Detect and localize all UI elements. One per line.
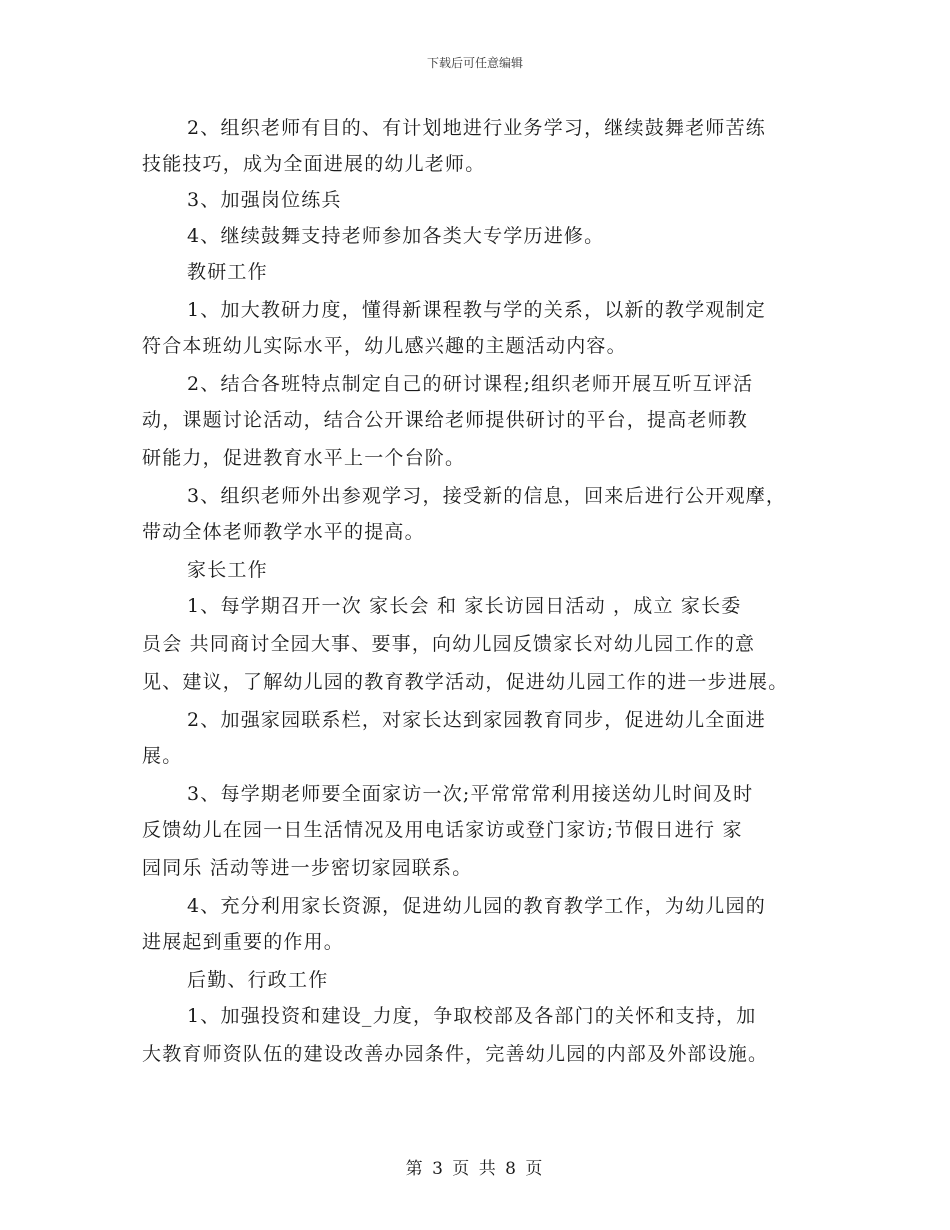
- paragraph-line: 进展起到重要的作用。: [142, 931, 345, 953]
- paragraph-line: 3、加强岗位练兵: [187, 189, 342, 211]
- paragraph-line: 符合本班幼儿实际水平，幼儿感兴趣的主题活动内容。: [142, 335, 627, 357]
- section-heading-parent-work: 家长工作: [187, 559, 268, 581]
- paragraph-line: 4、充分利用家长资源，促进幼儿园的教育教学工作，为幼儿园的: [187, 895, 766, 917]
- paragraph-line: 展。: [142, 745, 183, 767]
- paragraph-line: 1、每学期召开一次 家长会 和 家长访园日活动 ，成立 家长委: [187, 595, 742, 617]
- paragraph-line: 反馈幼儿在园一日生活情况及用电话家访或登门家访;节假日进行 家: [142, 819, 743, 841]
- paragraph-line: 1、加大教研力度，懂得新课程教与学的关系，以新的教学观制定: [187, 299, 766, 321]
- paragraph-line: 大教育师资队伍的建设改善办园条件，完善幼儿园的内部及外部设施。: [142, 1043, 769, 1065]
- paragraph-line: 技能技巧，成为全面进展的幼儿老师。: [142, 153, 486, 175]
- paragraph-line: 员会 共同商讨全园大事、要事，向幼儿园反馈家长对幼儿园工作的意: [142, 633, 756, 655]
- paragraph-line: 见、建议，了解幼儿园的教育教学活动，促进幼儿园工作的进一步进展。: [142, 671, 789, 693]
- paragraph-line: 4、继续鼓舞支持老师参加各类大专学历进修。: [187, 225, 605, 247]
- paragraph-line: 研能力，促进教育水平上一个台阶。: [142, 447, 466, 469]
- paragraph-line: 2、组织老师有目的、有计划地进行业务学习，继续鼓舞老师苦练: [187, 117, 766, 139]
- paragraph-line: 1、加强投资和建设_力度，争取校部及各部门的关怀和支持，加: [187, 1005, 757, 1027]
- paragraph-line: 3、组织老师外出参观学习，接受新的信息，回来后进行公开观摩，: [187, 485, 787, 507]
- paragraph-line: 2、结合各班特点制定自己的研讨课程;组织老师开展互听互评活: [187, 373, 754, 395]
- paragraph-line: 3、每学期老师要全面家访一次;平常常常利用接送幼儿时间及时: [187, 783, 754, 805]
- page-number-footer: 第 3 页 共 8 页: [405, 1159, 545, 1179]
- paragraph-line: 2、加强家园联系栏，对家长达到家园教育同步，促进幼儿全面进: [187, 709, 766, 731]
- section-heading-teaching-research: 教研工作: [187, 261, 268, 283]
- page-header-note: 下载后可任意编辑: [426, 56, 523, 70]
- paragraph-line: 带动全体老师教学水平的提高。: [142, 521, 425, 543]
- paragraph-line: 园同乐 活动等进一步密切家园联系。: [142, 857, 473, 879]
- paragraph-line: 动，课题讨论活动，结合公开课给老师提供研讨的平台，提高老师教: [142, 409, 749, 431]
- section-heading-logistics-admin: 后勤、行政工作: [187, 969, 329, 991]
